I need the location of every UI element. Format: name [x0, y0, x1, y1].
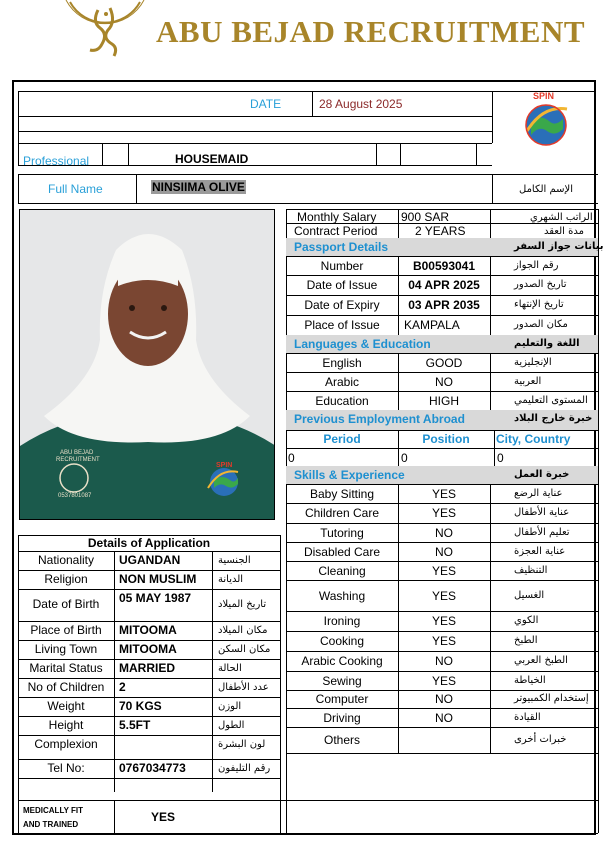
skills-row-label: Sewing — [322, 673, 362, 688]
languages-row-label-ar: المستوى التعليمي — [514, 394, 588, 406]
skills-row-value: YES — [431, 588, 456, 603]
skills-row-label-ar: القيادة — [514, 711, 541, 723]
skills-row-value: NO — [435, 525, 453, 540]
skills-row-value: NO — [435, 654, 453, 668]
cv-form — [12, 80, 604, 835]
employment-position-value: 0 — [401, 451, 408, 465]
languages-row-label: Arabic — [324, 374, 359, 389]
application-row-value: 0767034773 — [119, 761, 186, 775]
page-header — [0, 0, 606, 78]
application-row-value: NON MUSLIM — [119, 572, 197, 586]
skills-row-label-ar: الغسيل — [514, 589, 545, 601]
application-row-label-ar: الحالة — [218, 663, 242, 674]
professional-value: HOUSEMAID — [175, 152, 249, 166]
skills-row-label: Disabled Care — [303, 544, 381, 559]
skills-row-label: Baby Sitting — [309, 486, 375, 501]
date-label: DATE — [250, 97, 282, 111]
applicant-photo — [19, 209, 275, 520]
skills-title: Skills & Experience — [294, 468, 405, 482]
application-row-label: No of Children — [27, 680, 105, 694]
skills-row-value: YES — [431, 506, 456, 520]
application-row-value: 2 — [119, 680, 126, 694]
application-row-label: Weight — [47, 699, 85, 713]
application-row-value: MARRIED — [119, 661, 175, 675]
salary-value: 900 SAR — [401, 210, 450, 224]
uniform-badge-phone: 0537801087 — [58, 493, 92, 499]
uniform-badge-line2: RECRUITMENT — [56, 457, 100, 463]
employment-col-city: City, Country — [496, 432, 571, 446]
application-row-value: 70 KGS — [119, 699, 162, 713]
skills-row-label: Washing — [318, 588, 366, 603]
skills-row-label-ar: التنظيف — [514, 564, 548, 576]
languages-row-label: Education — [315, 393, 369, 408]
languages-row-label-ar: العربية — [514, 375, 542, 387]
skills-row-label-ar: تعليم الأطفال — [514, 526, 570, 538]
salary-label-ar: الراتب الشهري — [530, 212, 593, 223]
employment-title: Previous Employment Abroad — [294, 412, 465, 426]
passport-row-label-ar: تاريخ الصدور — [514, 279, 567, 290]
skills-row-label-ar: عناية الرضع — [514, 487, 563, 499]
skills-row-label: Ironing — [323, 614, 361, 628]
application-row-label: Height — [48, 718, 84, 732]
application-row-label: Religion — [44, 572, 88, 586]
brand-name: ABU BEJAD RECRUITMENT — [156, 14, 586, 49]
medical-label-line1: MEDICALLY FIT — [23, 806, 84, 815]
application-row-label: Marital Status — [29, 661, 103, 675]
passport-title: Passport Details — [294, 240, 389, 254]
application-row-label-ar: مكان السكن — [218, 644, 271, 655]
skills-row-label: Children Care — [304, 506, 380, 520]
skills-row-label-ar: عناية الأطفال — [514, 507, 570, 518]
full-name-label-ar: الإسم الكامل — [519, 184, 574, 195]
uniform-spin-text: SPIN — [216, 462, 233, 469]
passport-row-label: Date of Issue — [306, 278, 378, 292]
application-title: Details of Application — [87, 536, 211, 550]
application-row-label-ar: تاريخ الميلاد — [218, 599, 267, 610]
passport-row-label: Date of Expiry — [304, 298, 380, 312]
passport-row-label-ar: رقم الجواز — [514, 259, 559, 271]
passport-row-label-ar: مكان الصدور — [514, 319, 568, 330]
skills-row-value: NO — [435, 692, 453, 706]
application-row-label-ar: الطول — [218, 720, 245, 731]
application-row-value: MITOOMA — [119, 623, 177, 637]
full-name-label: Full Name — [48, 182, 103, 196]
application-row-label: Nationality — [37, 553, 95, 567]
contract-label: Contract Period — [294, 224, 378, 238]
date-value: 28 August 2025 — [319, 97, 403, 111]
languages-row-value: HIGH — [429, 393, 459, 408]
employment-col-period: Period — [323, 432, 361, 446]
uniform-badge-line1: ABU BEJAD — [60, 450, 94, 456]
skills-row-label-ar: إستخدام الكمبيوتر — [514, 693, 589, 704]
skills-row-label-ar: الخياطة — [514, 674, 546, 686]
skills-row-label: Tutoring — [320, 525, 364, 540]
salary-label: Monthly Salary — [297, 210, 377, 224]
languages-row-label: English — [322, 355, 362, 370]
medical-label-line2: AND TRAINED — [23, 820, 79, 829]
medical-value: YES — [151, 810, 176, 824]
application-row-label-ar: لون البشرة — [218, 739, 266, 750]
languages-title-ar: اللغة والتعليم — [514, 338, 580, 349]
skills-row-label: Arabic Cooking — [301, 654, 383, 668]
skills-row-value: YES — [431, 614, 456, 628]
employment-title-ar: خبرة خارج البلاد — [514, 413, 593, 424]
languages-title: Languages & Education — [294, 337, 431, 351]
languages-row-value: NO — [435, 374, 453, 389]
skills-row-value: YES — [431, 634, 456, 648]
passport-row-label: Place of Issue — [304, 318, 380, 332]
application-row-label-ar: الجنسية — [218, 555, 251, 566]
professional-label: Professional — [23, 154, 90, 168]
skills-row-label-ar: عناية العجزة — [514, 545, 566, 557]
application-row-label: Date of Birth — [32, 597, 100, 611]
passport-row-label: Number — [320, 258, 364, 273]
skills-row-label-ar: خبرات أخرى — [514, 734, 567, 745]
application-row-label: Complexion — [34, 737, 98, 751]
passport-row-value: 04 APR 2025 — [408, 278, 480, 292]
skills-row-value: YES — [431, 486, 456, 501]
skills-title-ar: خبرة العمل — [514, 469, 570, 480]
application-row-label: Place of Birth — [30, 623, 102, 637]
passport-row-value: KAMPALA — [404, 318, 460, 332]
skills-row-label-ar: الطبخ — [514, 635, 538, 646]
application-row-label-ar: الديانة — [218, 574, 244, 585]
passport-row-value: 03 APR 2035 — [408, 298, 480, 312]
passport-row-label-ar: تاريخ الإنتهاء — [514, 299, 564, 310]
application-row-value: 05 MAY 1987 — [119, 591, 192, 605]
skills-row-label: Computer — [315, 692, 369, 706]
application-row-label-ar: رقم التليفون — [218, 763, 271, 774]
skills-row-label-ar: الكوي — [514, 615, 539, 626]
application-row-label-ar: عدد الأطفال — [218, 682, 269, 693]
application-row-value: 5.5FT — [119, 718, 151, 732]
application-row-label: Living Town — [34, 642, 98, 656]
skills-row-value: NO — [435, 710, 453, 725]
employment-city-value: 0 — [497, 451, 504, 465]
skills-row-label: Cooking — [319, 634, 365, 648]
skills-row-label: Cleaning — [318, 563, 366, 578]
spin-logo-icon: SPIN — [519, 93, 573, 151]
application-row-label: Tel No: — [47, 761, 85, 775]
contract-value: 2 YEARS — [415, 224, 466, 238]
employment-period-value: 0 — [288, 451, 295, 465]
skills-row-label-ar: الطبخ العربي — [514, 655, 568, 666]
languages-row-label-ar: الإنجليزية — [514, 356, 552, 368]
passport-row-value: B00593041 — [412, 258, 476, 273]
contract-label-ar: مدة العقد — [544, 226, 584, 237]
full-name-value: NINSIIMA OLIVE — [152, 180, 245, 194]
skills-row-value: NO — [435, 544, 453, 559]
skills-row-label: Others — [323, 733, 360, 747]
skills-row-value: YES — [431, 673, 456, 688]
skills-row-value: YES — [431, 563, 456, 578]
application-row-label-ar: مكان الميلاد — [218, 625, 268, 636]
skills-row-label: Driving — [323, 710, 361, 725]
application-row-value: UGANDAN — [119, 553, 181, 567]
employment-col-position: Position — [422, 432, 470, 446]
passport-title-ar: بيانات جواز السفر — [514, 241, 604, 252]
company-logo-icon — [62, 0, 148, 72]
application-row-value: MITOOMA — [119, 642, 177, 656]
application-row-label-ar: الوزن — [218, 701, 242, 712]
languages-row-value: GOOD — [425, 355, 463, 370]
